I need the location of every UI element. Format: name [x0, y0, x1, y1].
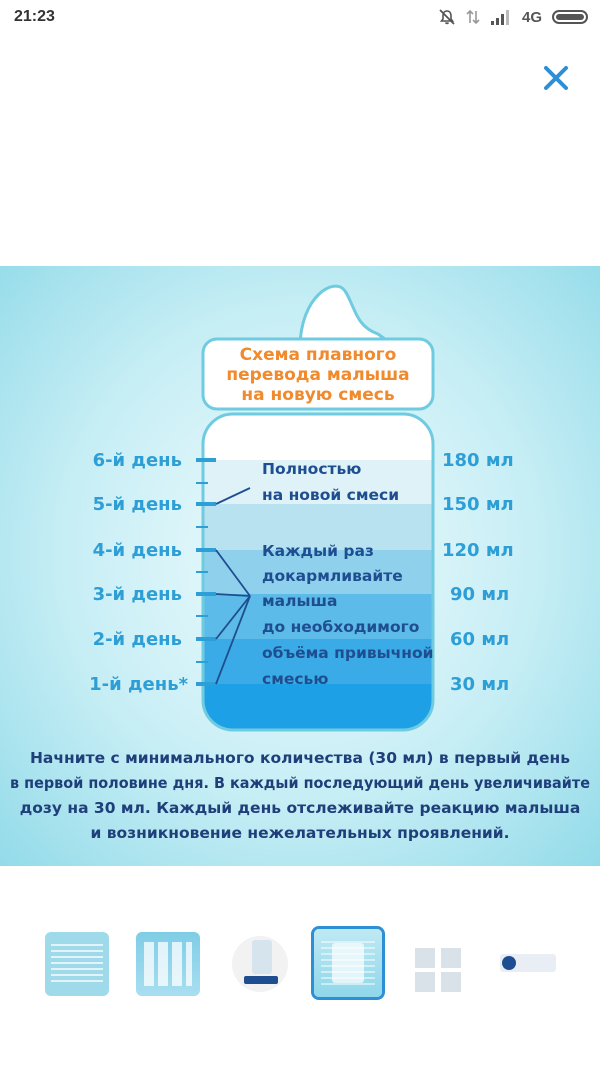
footer-line-1: Начните с минимального количества (30 мл) в первый день [29, 749, 571, 767]
thumbnail-5[interactable] [407, 932, 471, 996]
bottle-title-line-1: Схема плавного [239, 345, 397, 365]
note-each-line-3: малыша [262, 592, 338, 610]
volume-label-180: 180 мл [442, 450, 514, 471]
battery-icon [552, 10, 588, 24]
volume-label-30: 30 мл [450, 674, 510, 695]
note-each-line-6: смесью [262, 670, 329, 688]
day-label-1: 1-й день* [89, 674, 188, 695]
thumbnail-2[interactable] [136, 932, 200, 996]
signal-icon [490, 9, 512, 25]
note-each-line-4: до необходимого [262, 618, 420, 636]
thumbnail-1[interactable] [45, 932, 109, 996]
status-time: 21:23 [14, 8, 55, 25]
note-each-line-2: докармливайте [262, 567, 403, 585]
status-icons [438, 8, 588, 26]
volume-label-120: 120 мл [442, 540, 514, 561]
footer-line-2: в первой половине дня. В каждый последующий день увеличивайте [10, 774, 590, 792]
volume-label-150: 150 мл [442, 494, 514, 515]
network-label: 4G [521, 8, 542, 26]
close-icon [538, 60, 574, 96]
footer-line-4: и возникновение нежелательных проявлений. [90, 824, 510, 842]
day-label-3: 3-й день [92, 584, 182, 605]
data-icon [466, 8, 480, 26]
volume-label-90: 90 мл [450, 584, 510, 605]
thumbnail-6[interactable] [496, 932, 560, 996]
bottle-title-line-2: перевода малыша [226, 365, 410, 385]
day-label-5: 5-й день [92, 494, 182, 515]
day-label-4: 4-й день [92, 540, 182, 561]
thumbnail-3[interactable] [228, 932, 292, 996]
bottle-title-line-3: на новую смесь [241, 385, 395, 405]
bottle-infographic [0, 266, 600, 866]
note-full-line-1: Полностью [262, 460, 362, 478]
footer-line-3: дозу на 30 мл. Каждый день отслеживайте реакцию малыша [19, 799, 581, 817]
day-label-2: 2-й день [92, 629, 182, 650]
day-label-6: 6-й день [92, 450, 182, 471]
note-each-line-1: Каждый раз [262, 542, 374, 560]
close-button[interactable] [538, 60, 574, 96]
thumbnail-strip [0, 922, 600, 1008]
main-image[interactable] [0, 266, 600, 866]
note-full-line-2: на новой смеси [262, 486, 400, 504]
volume-label-60: 60 мл [450, 629, 510, 650]
mute-icon [438, 8, 456, 26]
thumbnail-4[interactable] [311, 926, 385, 1000]
status-bar [0, 0, 600, 34]
note-each-line-5: объёма привычной [262, 644, 434, 662]
